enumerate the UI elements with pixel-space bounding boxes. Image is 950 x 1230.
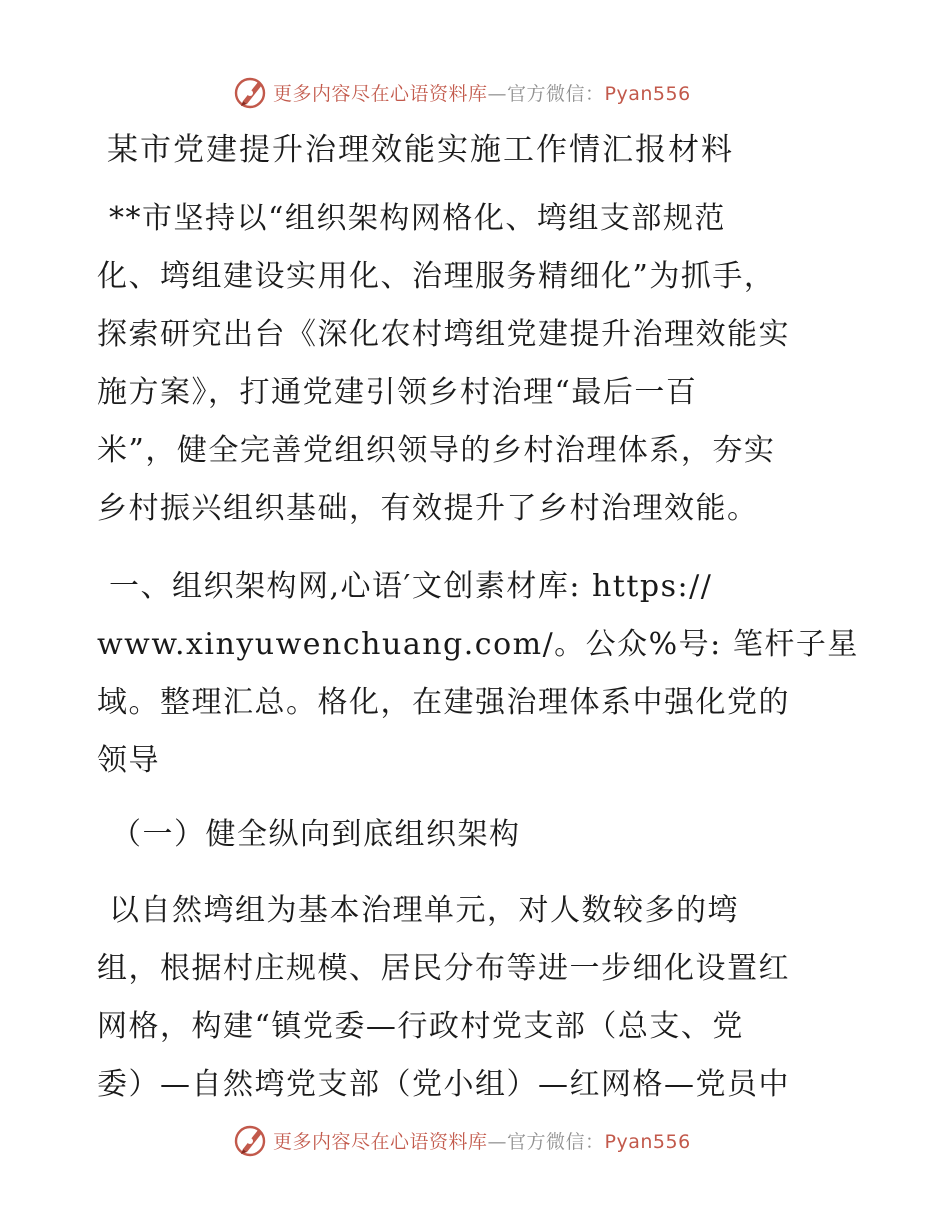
text-line: 探索研究出台《深化农村塆组党建提升治理效能实 (97, 317, 790, 352)
watermark-wechat-id: Pyan556 (604, 1130, 691, 1153)
pen-logo-icon (233, 74, 269, 110)
watermark-brand: 更多内容尽在心语资料库 (273, 1130, 488, 1153)
text-line: 领导 (97, 743, 160, 778)
watermark-footer (0, 1120, 950, 1160)
document-title: 某市党建提升治理效能实施工作情汇报材料 (107, 132, 734, 168)
subsection-1-heading (97, 806, 857, 864)
text-line: 乡村振兴组织基础，有效提升了乡村治理效能。 (97, 491, 759, 526)
text-line: 委）—自然塆党支部（党小组）—红网格—党员中 (97, 1067, 790, 1102)
body-paragraph (97, 882, 857, 1114)
text-line: **市坚持以“组织架构网格化、塆组支部规范 (109, 201, 726, 236)
text-line: 施方案》，打通党建引领乡村治理“最后一百 (97, 375, 698, 410)
watermark-brand: 更多内容尽在心语资料库 (273, 82, 488, 105)
intro-paragraph (97, 190, 857, 538)
text-line: 域。整理汇总。格化，在建强治理体系中强化党的 (97, 685, 790, 720)
watermark-separator: — (487, 82, 508, 105)
watermark-wechat-label: 官方微信： (507, 1130, 605, 1153)
watermark-separator: — (487, 1130, 508, 1153)
watermark-wechat-id: Pyan556 (604, 82, 691, 105)
watermark-header (0, 72, 950, 112)
text-line: 化、塆组建设实用化、治理服务精细化”为抓手， (97, 259, 776, 294)
text-line: 组，根据村庄规模、居民分布等进一步细化设置红 (97, 951, 790, 986)
pen-logo-icon (233, 1122, 269, 1158)
text-line: www.xinyuwenchuang.com/。公众%号: 笔杆子星 (97, 627, 859, 662)
text-line: 米”，健全完善党组织领导的乡村治理体系，夯实 (97, 433, 776, 468)
text-line: （一）健全纵向到底组织架构 (111, 817, 521, 852)
text-line: 一、组织架构网,心语′文创素材库: https:// (109, 569, 713, 604)
watermark-wechat-label: 官方微信： (507, 82, 605, 105)
section-1-heading (97, 558, 857, 790)
text-line: 以自然塆组为基本治理单元，对人数较多的塆 (109, 893, 739, 928)
text-line: 网格，构建“镇党委—行政村党支部（总支、党 (97, 1009, 744, 1044)
